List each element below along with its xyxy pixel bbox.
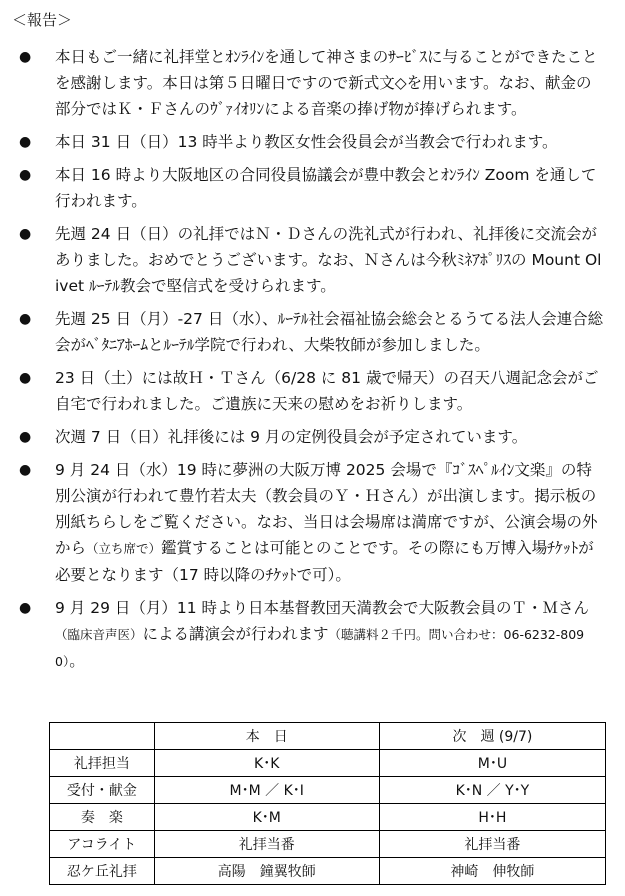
report-item (0, 457, 625, 588)
table-row (50, 831, 606, 858)
role-cell: 受付・献金 (50, 777, 155, 804)
report-text: 本日 16 時より大阪地区の合同役員協議会が豊中教会とｵﾝﾗｲﾝ Zoom を通して行われます。 (55, 166, 597, 210)
table-header-row (50, 723, 606, 750)
report-note-fee: （聴講料２千円。問い合わせ：06-6232-8090） (55, 627, 585, 669)
report-heading: ＜報告＞ (12, 11, 73, 29)
bullet-icon: ● (19, 134, 32, 150)
report-item (0, 595, 625, 675)
header-role (50, 723, 155, 750)
next-week-cell: M･U (379, 750, 605, 777)
report-note: （立ち席で） (86, 541, 162, 556)
report-text: 先週 24 日（日）の礼拝ではＮ・Ｄさんの洗礼式が行われ、礼拝後に交流会がありました。おめでとうございます。なお、Ｎさんは今秋ﾐﾈｱﾎﾟﾘｽの Mount Olivet ﾙｰﾃﾙ教会で堅信式を受けられます。 (55, 225, 602, 295)
report-item (0, 44, 625, 122)
bullet-icon: ● (19, 311, 32, 327)
report-item (0, 221, 625, 299)
report-text: 本日もご一緒に礼拝堂とｵﾝﾗｲﾝを通して神さまのｻｰﾋﾞｽに与ることができたことを感謝します。本日は第５日曜日ですので新式文◇を用います。なお、献金の部分ではＫ・Ｆさんのｳﾞｧｲｵﾘﾝによる音楽の捧げ物が捧げられます。 (55, 48, 598, 118)
today-cell: K･K (154, 750, 379, 777)
report-item (0, 365, 625, 417)
report-text-tail: による講演会が行われます (142, 625, 329, 643)
today-cell: M･M ／ K･I (154, 777, 379, 804)
next-week-cell: H･H (379, 804, 605, 831)
table-row (50, 750, 606, 777)
bullet-icon: ● (19, 600, 32, 616)
report-text: 9 月 24 日（水）19 時に夢洲の大阪万博 2025 会場で『ｺﾞｽﾍﾟﾙｲﾝ文楽』の特別公演が行われて豊竹若太夫（教会員のＹ・Ｈさん）が出演します。掲示板の別紙ちらしをご覧ください。なお、当日は会場席は満席ですが、公演会場の外から (55, 461, 598, 557)
bullet-icon: ● (19, 462, 32, 478)
report-item (0, 129, 625, 155)
report-note: （臨床音声医） (55, 627, 143, 642)
next-week-cell: 礼拝当番 (379, 831, 605, 858)
report-text: 本日 31 日（日）13 時半より教区女性会役員会が当教会で行われます。 (55, 133, 558, 151)
report-list (0, 44, 625, 682)
report-text-tail: 鑑賞することは可能とのことです。その際にも万博入場ﾁｹｯﾄが必要となります（17 時以降のﾁｹｯﾄで可）。 (55, 539, 594, 584)
bullet-icon: ● (19, 167, 32, 183)
next-week-cell: 神崎 伸牧師 (379, 858, 605, 885)
table-row (50, 858, 606, 885)
role-cell: 礼拝担当 (50, 750, 155, 777)
report-item (0, 162, 625, 214)
role-cell: 忍ケ丘礼拝 (50, 858, 155, 885)
table-row (50, 804, 606, 831)
table-row (50, 777, 606, 804)
bullet-icon: ● (19, 49, 32, 65)
header-next-week: 次 週 (9/7) (379, 723, 605, 750)
today-cell: K･M (154, 804, 379, 831)
report-text: 9 月 29 日（月）11 時より日本基督教団天満教会で大阪教会員のＴ・Ｍさん (55, 599, 590, 617)
bullet-icon: ● (19, 226, 32, 242)
header-today: 本 日 (154, 723, 379, 750)
report-text: 次週 7 日（日）礼拝後には 9 月の定例役員会が予定されています。 (55, 428, 528, 446)
report-text-end: 。 (69, 652, 85, 670)
role-cell: アコライト (50, 831, 155, 858)
bullet-icon: ● (19, 429, 32, 445)
report-text: 先週 25 日（月）-27 日（水）、ﾙｰﾃﾙ社会福祉協会総会とるうてる法人会連合総会がﾍﾞﾀﾆｱﾎｰﾑとﾙｰﾃﾙ学院で行われ、大柴牧師が参加しました。 (55, 310, 604, 354)
duty-schedule-table (49, 722, 606, 885)
role-cell: 奏 楽 (50, 804, 155, 831)
next-week-cell: K･N ／ Y･Y (379, 777, 605, 804)
today-cell: 高陽 鐘翼牧師 (154, 858, 379, 885)
report-item (0, 306, 625, 358)
bullet-icon: ● (19, 370, 32, 386)
today-cell: 礼拝当番 (154, 831, 379, 858)
report-text: 23 日（土）には故Ｈ・Ｔさん（6/28 に 81 歳で帰天）の召天八週記念会がご自宅で行われました。ご遺族に天来の慰めをお祈りします。 (55, 369, 599, 413)
report-item (0, 424, 625, 450)
